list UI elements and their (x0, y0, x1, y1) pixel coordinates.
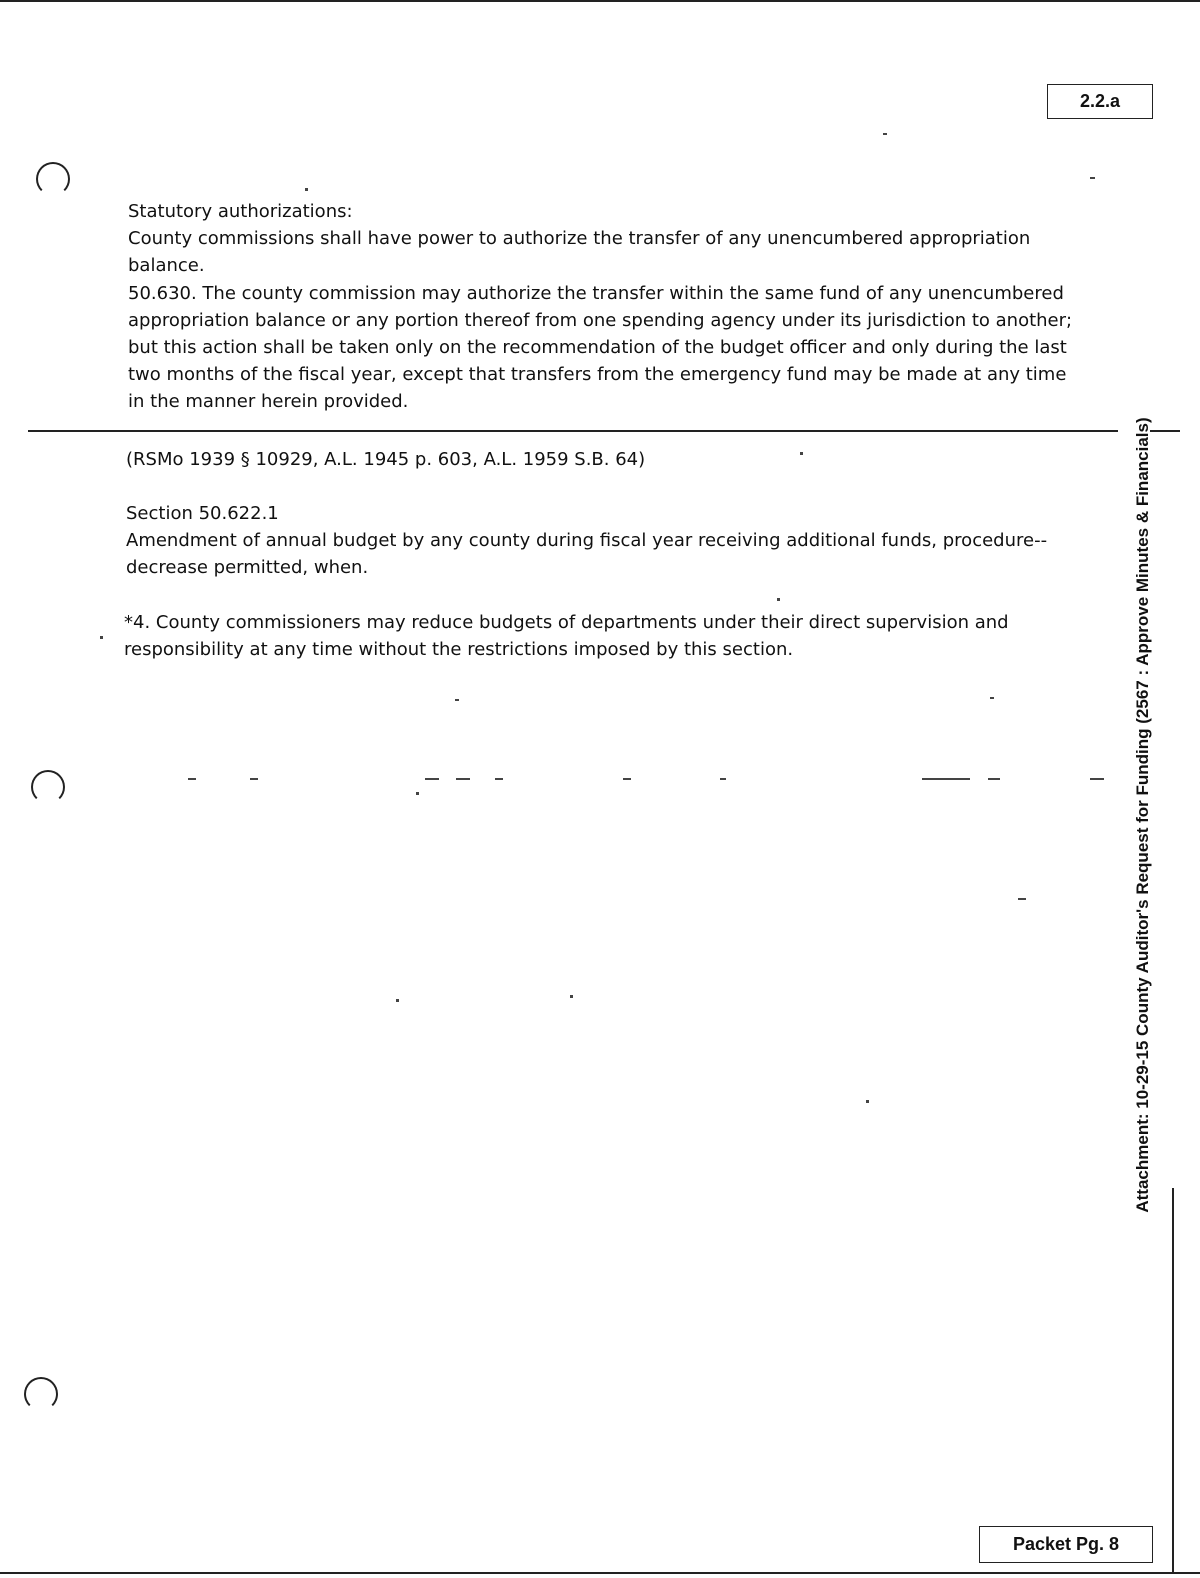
scan-speck (922, 778, 970, 780)
scan-speck (1090, 778, 1104, 780)
statutory-heading: Statutory authorizations: (128, 201, 353, 222)
top-border (0, 0, 1200, 2)
scan-speck (988, 778, 1000, 780)
scan-speck (866, 1100, 869, 1103)
scan-speck (720, 778, 726, 780)
scan-speck (305, 188, 308, 191)
right-tick (1150, 430, 1180, 432)
scan-speck (990, 697, 994, 699)
scan-speck (455, 699, 459, 701)
scan-speck (416, 792, 419, 795)
right-margin-line (1172, 1188, 1174, 1573)
scan-speck (495, 778, 503, 780)
paragraph-4-text: *4. County commissioners may reduce budgets of departments under their direct supervision and responsibility at any time without the restrictions imposed by this section. (124, 612, 1009, 660)
scan-speck (396, 999, 399, 1002)
citation: (RSMo 1939 § 10929, A.L. 1945 p. 603, A.L. 1959 S.B. 64) (126, 449, 646, 470)
statutory-text: County commissions shall have power to authorize the transfer of any unencumbered appropriation balance. (128, 228, 1031, 276)
scan-speck (1018, 898, 1026, 900)
scan-speck (250, 778, 258, 780)
punch-hole-bottom (24, 1377, 58, 1411)
footer-badge: Packet Pg. 8 (979, 1526, 1153, 1563)
section-50-630-text: 50.630. The county commission may authorize the transfer within the same fund of any unencumbered appropriation balance or any portion thereof from one spending agency under its jurisdiction to another; but this action shall be taken only on the recommendation of the budget officer and only during the last two months of the fiscal year, except that transfers from the emergency fund may be made at any time in the manner herein provided. (128, 283, 1073, 412)
scan-speck (188, 778, 196, 780)
scan-speck (425, 778, 439, 780)
punch-hole-middle (31, 770, 65, 804)
scan-speck (623, 778, 631, 780)
horizontal-divider (28, 430, 1118, 432)
attachment-caption: Attachment: 10-29-15 County Auditor's Request for Funding (2567 : Approve Minutes & Financials) (1133, 417, 1152, 1213)
punch-hole-top (36, 162, 70, 196)
section-title: Section 50.622.1 (126, 503, 279, 524)
header-badge: 2.2.a (1047, 84, 1153, 119)
scan-speck (800, 452, 803, 455)
scan-speck (100, 636, 103, 639)
bottom-border (0, 1572, 1200, 1574)
scan-speck (1090, 177, 1095, 179)
scan-speck (883, 133, 887, 135)
scan-speck (570, 995, 573, 998)
scan-speck (777, 598, 780, 601)
section-text: Amendment of annual budget by any county during fiscal year receiving additional funds, procedure--decrease permitted, when. (126, 530, 1048, 578)
scan-speck (456, 778, 470, 780)
